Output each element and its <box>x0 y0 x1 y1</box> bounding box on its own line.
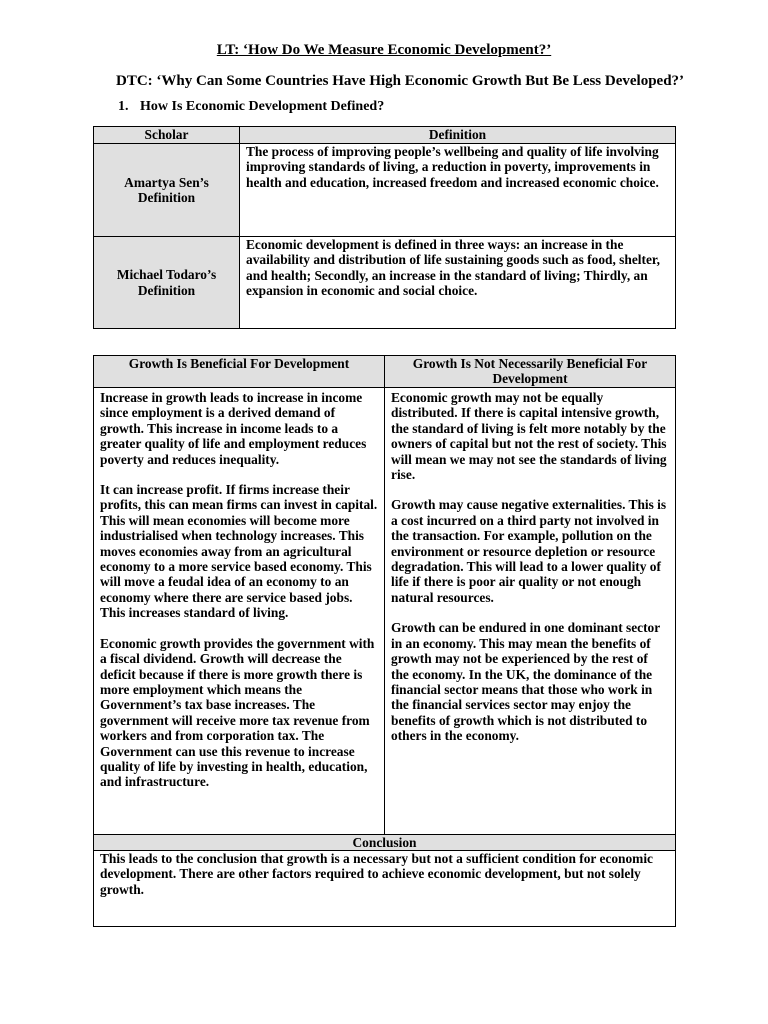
beneficial-point: Economic growth provides the government with a fiscal dividend. Growth will decrease the deficit because if there is more growth there is more employment which means the Government’s tax base increases. The government will receive more tax revenue from workers and from corporation tax. The Government can use this revenue to increase quality of life by investing in health, education, and infrastructure. <box>100 635 375 790</box>
definition-text: Economic development is defined in three ways: an increase in the availability and distribution of life sustaining goods such as food, shelter, and health; Secondly, an increase in the standard of living; Thirdly, an expansion in economic and social choice. <box>240 237 676 329</box>
conclusion-header-row <box>94 835 676 851</box>
table-row <box>94 144 676 237</box>
not-beneficial-point: Economic growth may not be equally distributed. If there is capital intensive growth, the standard of living is felt more notably by the owners of capital but not the rest of society. This will mean we may not see the standards of living rise. <box>391 390 667 483</box>
not-beneficial-point: Growth can be endured in one dominant sector in an economy. This may mean the benefits of growth may not be experienced by the rest of the economy. In the UK, the dominance of the financial sector means that those who work in the financial services sector may enjoy the benefits of growth which is not distributed to others in the economy. <box>391 620 660 744</box>
not-beneficial-column <box>385 388 676 835</box>
scholar-name: Michael Todaro’s Definition <box>94 237 240 329</box>
question-text: How Is Economic Development Defined? <box>140 99 385 114</box>
dtc-question: DTC: ‘Why Can Some Countries Have High Economic Growth But Be Less Developed?’ <box>116 73 685 89</box>
question-number: 1. <box>118 99 129 114</box>
scholar-header: Scholar <box>94 127 240 144</box>
beneficial-header: Growth Is Beneficial For Development <box>94 356 385 388</box>
section-question <box>118 98 384 116</box>
conclusion-text: This leads to the conclusion that growth is a necessary but not a sufficient condition for economic development. There are other factors required to achieve economic development, but not solely growth. <box>94 851 676 927</box>
table-row <box>94 851 676 927</box>
beneficial-point: Increase in growth leads to increase in income since employment is a derived demand of growth. This increase in income leads to a greater quality of life and employment reduces poverty and reduces inequality. <box>100 390 367 467</box>
table-row <box>94 388 676 835</box>
definitions-table <box>93 126 676 329</box>
scholar-name: Amartya Sen’s Definition <box>94 144 240 237</box>
conclusion-header: Conclusion <box>94 835 676 851</box>
definition-header: Definition <box>240 127 676 144</box>
lt-title: LT: ‘How Do We Measure Economic Development?’ <box>216 42 552 58</box>
definition-text: The process of improving people’s wellbeing and quality of life involving improving standards of living, a reduction in poverty, improvements in health and education, increased freedom and increased economic choice. <box>240 144 676 237</box>
definitions-header-row <box>94 127 676 144</box>
growth-header-row <box>94 356 676 388</box>
beneficial-point: It can increase profit. If firms increase their profits, this can mean firms can invest in capital. This will mean economies will become more industrialised when technology increases. This moves economies away from an agricultural economy to a more service based economy. This will move a feudal idea of an economy to an economy where there are service based jobs. This increases standard of living. <box>100 482 378 621</box>
not-beneficial-point: Growth may cause negative externalities. This is a cost incurred on a third party not involved in the transaction. For example, pollution on the environment or resource depletion or resource degradation. This will lead to a lower quality of life if there is poor air quality or not enough natural resources. <box>391 497 667 605</box>
beneficial-column <box>94 388 385 835</box>
not-beneficial-header: Growth Is Not Necessarily Beneficial For Development <box>385 356 676 388</box>
table-row <box>94 237 676 329</box>
growth-table <box>93 355 676 927</box>
